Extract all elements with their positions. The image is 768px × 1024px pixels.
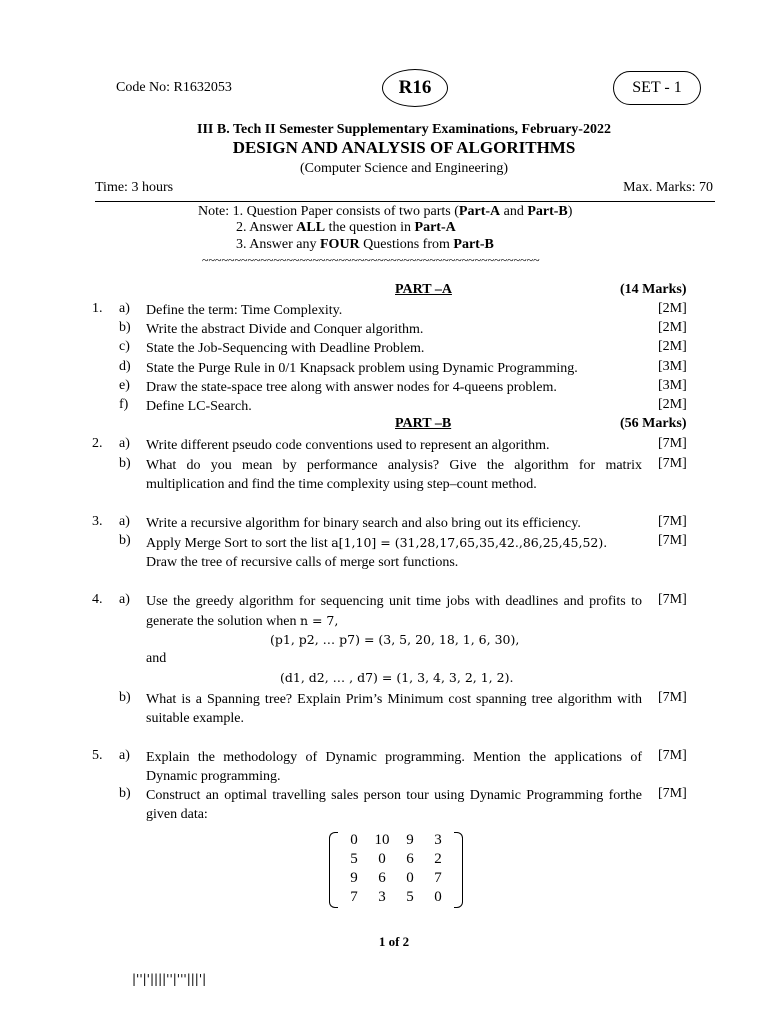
q3b-label: b) [119,533,131,548]
q5b-label: b) [119,786,131,801]
deadlines-equation: (d1, d2, … , d7) = (1, 3, 4, 3, 2, 1, 2). [280,670,514,685]
q4b-marks: [7M] [658,690,687,705]
matrix-cell: 6 [406,851,414,867]
part-b-title: PART –B [395,416,452,431]
department: (Computer Science and Engineering) [300,161,508,176]
q1b-label: b) [119,320,131,335]
q4a-label: a) [119,592,130,607]
q1b-text: Write the abstract Divide and Conquer algorithm. [146,322,424,337]
matrix-row [343,851,449,868]
q2b-text: What do you mean by performance analysis? Give the algorithm for matrix multiplication and find the time complexity using step–count method. [146,458,642,493]
q1a-text: Define the term: Time Complexity. [146,303,343,318]
profits-equation: (p1, p2, … p7) = (3, 5, 20, 18, 1, 6, 30), [270,632,520,647]
set-badge: SET - 1 [613,71,701,105]
q3b-text: Apply Merge Sort to sort the list a[1,10] = (31,28,17,65,35,42.,86,25,45,52). Draw the tree of recursive calls of merge sort functions. [146,535,608,571]
q1d-marks: [3M] [658,359,687,374]
matrix-row [343,870,449,887]
q4b-label: b) [119,690,131,705]
matrix-row [343,889,449,906]
q1c-text: State the Job-Sequencing with Deadline Problem. [146,341,425,356]
max-marks: Max. Marks: 70 [623,180,713,195]
header-divider [95,201,715,202]
q4a-text: Use the greedy algorithm for sequencing unit time jobs with deadlines and profits to generate the solution when n = 7, [146,594,642,630]
note-2: 2. Answer ALL the question in Part-A [236,220,456,235]
time-allowed: Time: 3 hours [95,180,174,195]
question-2-number: 2. [92,436,103,451]
matrix-cell: 7 [434,870,442,886]
code-number: Code No: R1632053 [116,80,232,95]
matrix-cell: 0 [434,889,442,905]
q1f-marks: [2M] [658,397,687,412]
matrix-cell: 9 [350,870,358,886]
q1a-label: a) [119,301,130,316]
matrix-cell: 6 [378,870,386,886]
barcode: |''|'||||''|'''|||'| [132,972,207,986]
q5a-label: a) [119,748,130,763]
q1d-text: State the Purge Rule in 0/1 Knapsack problem using Dynamic Programming. [146,361,578,376]
matrix-cell: 0 [350,832,358,848]
matrix-cell: 5 [406,889,414,905]
tilde-separator: ~~~~~~~~~~~~~~~~~~~~~~~~~~~~~~~~~~~~~~~~~~~~~~~~~~~~ [202,253,540,267]
q1e-marks: [3M] [658,378,687,393]
q3a-text: Write a recursive algorithm for binary search and also bring out its efficiency. [146,516,581,531]
q2b-label: b) [119,456,131,471]
merge-sort-list: a[1,10] = (31,28,17,65,35,42.,86,25,45,52). [331,535,608,550]
exam-title: III B. Tech II Semester Supplementary Examinations, February-2022 [197,122,611,137]
matrix-right-bracket [454,832,463,908]
q1d-label: d) [119,359,131,374]
page-number: 1 of 2 [378,934,410,949]
q2b-marks: [7M] [658,456,687,471]
matrix-cell: 10 [374,832,390,848]
and-text: and [146,651,167,666]
question-4-number: 4. [92,592,103,607]
q2a-marks: [7M] [658,436,687,451]
matrix-cell: 3 [434,832,442,848]
q1c-label: c) [119,339,130,354]
question-1-number: 1. [92,301,103,316]
matrix-cell: 0 [378,851,386,867]
q5a-marks: [7M] [658,748,687,763]
q3a-marks: [7M] [658,514,687,529]
regulation-badge: R16 [382,69,448,107]
q3b-marks: [7M] [658,533,687,548]
part-b-marks: (56 Marks) [620,416,687,431]
matrix-cell: 2 [434,851,442,867]
question-5-number: 5. [92,748,103,763]
matrix-cell: 9 [406,832,414,848]
matrix-row [343,832,449,849]
q1e-text: Draw the state-space tree along with answer nodes for 4-queens problem. [146,380,557,395]
matrix-cell: 7 [350,889,358,905]
part-a-title: PART –A [395,282,452,297]
q4b-text: What is a Spanning tree? Explain Prim’s Minimum cost spanning tree algorithm with suitable example. [146,692,642,727]
matrix-cell: 5 [350,851,358,867]
q5b-marks: [7M] [658,786,687,801]
matrix-cell: 0 [406,870,414,886]
q1f-text: Define LC-Search. [146,399,252,414]
subject-title: DESIGN AND ANALYSIS OF ALGORITHMS [232,138,576,157]
q5a-text: Explain the methodology of Dynamic programming. Mention the applications of Dynamic programming. [146,750,642,785]
q1b-marks: [2M] [658,320,687,335]
q1f-label: f) [119,397,129,412]
matrix-cell: 3 [378,889,386,905]
question-3-number: 3. [92,514,103,529]
distance-matrix [329,832,463,908]
q1c-marks: [2M] [658,339,687,354]
q1e-label: e) [119,378,130,393]
q4a-marks: [7M] [658,592,687,607]
matrix-left-bracket [329,832,338,908]
q1a-marks: [2M] [658,301,687,316]
q3a-label: a) [119,514,130,529]
part-a-marks: (14 Marks) [620,282,687,297]
note-3: 3. Answer any FOUR Questions from Part-B [236,237,494,252]
note-1: Note: 1. Question Paper consists of two parts (Part-A and Part-B) [198,204,573,219]
q2a-text: Write different pseudo code conventions used to represent an algorithm. [146,438,550,453]
q2a-label: a) [119,436,130,451]
q5b-text: Construct an optimal travelling sales person tour using Dynamic Programming forthe given data: [146,788,642,823]
